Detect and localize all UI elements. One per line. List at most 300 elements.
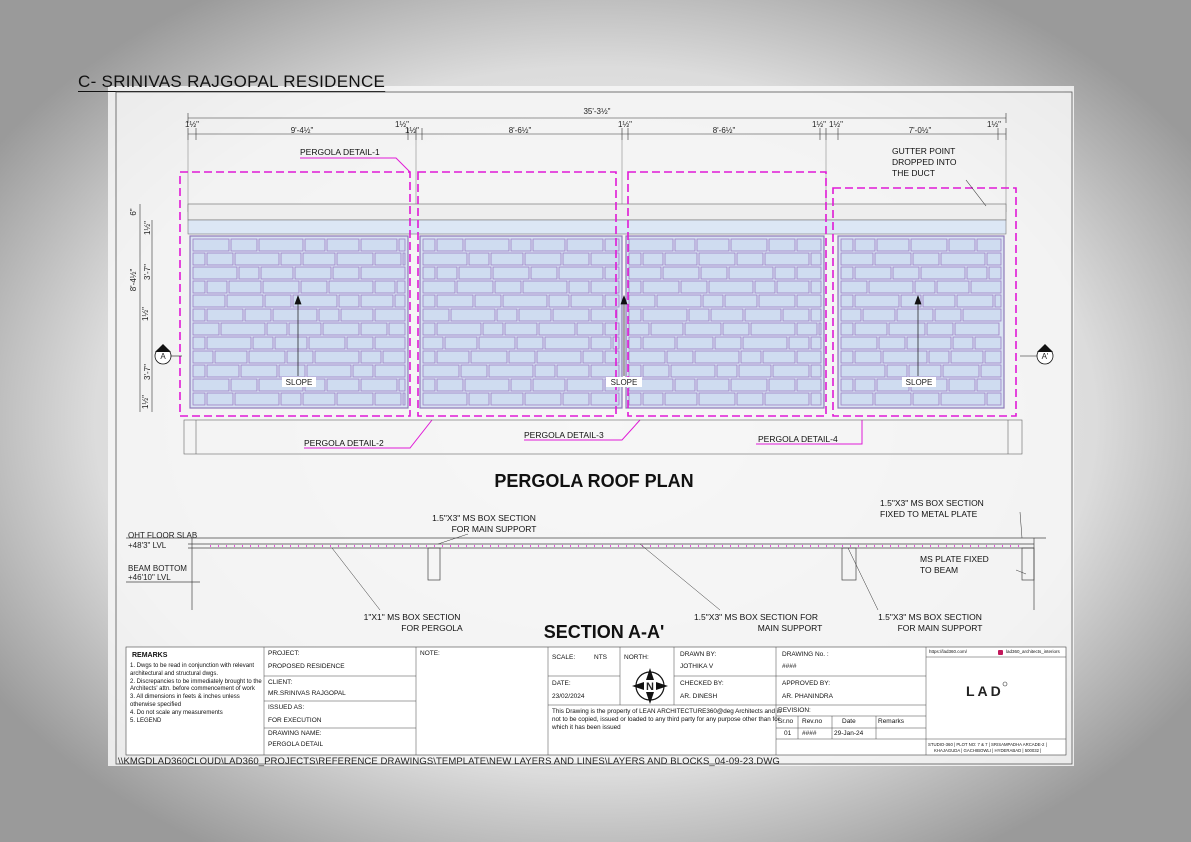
pergola-tile (545, 337, 589, 349)
pergola-tile (855, 295, 899, 307)
pergola-tile (629, 309, 641, 321)
pergola-tile (765, 393, 809, 405)
pergola-tile (591, 253, 619, 265)
north-label: NORTH: (624, 654, 649, 661)
gutter-leader (966, 180, 986, 206)
pergola-tile (329, 281, 373, 293)
pergola-tile (207, 393, 233, 405)
pergola-tile (951, 351, 983, 363)
sheet-title: C- SRINIVAS RAJGOPAL RESIDENCE (78, 72, 386, 91)
pergola-tile (941, 393, 985, 405)
dim-left-2: 1½" (143, 221, 152, 235)
pergola-tile (511, 379, 531, 391)
pergola-tile (263, 281, 299, 293)
pergola-tile (309, 337, 345, 349)
pergola-tile (207, 365, 239, 377)
pergola-tile (511, 239, 531, 251)
pergola-tile (675, 379, 695, 391)
pergola-tile (725, 295, 757, 307)
drawn-by-label: DRAWN BY: (680, 651, 717, 658)
pergola-tile (571, 295, 603, 307)
pergola-tile (955, 323, 999, 335)
note-fixed-plate-2: FIXED TO METAL PLATE (880, 509, 978, 519)
beam-label: BEAM BOTTOM (128, 564, 187, 573)
pergola-tile (629, 267, 661, 279)
dim-top-11: 1½" (987, 120, 1001, 129)
pergola-tile (889, 323, 925, 335)
pergola-tile (375, 253, 401, 265)
client-value: MR.SRINIVAS RAJGOPAL (268, 690, 346, 697)
pergola-tile (897, 309, 933, 321)
approved-by-label: APPROVED BY: (782, 680, 831, 687)
pergola-tile (281, 253, 301, 265)
pergola-tile (235, 393, 279, 405)
pergola-tile (677, 337, 713, 349)
rev-header-srno: Sr.no (778, 718, 794, 725)
pergola-tile (629, 323, 649, 335)
pergola-tile (423, 253, 467, 265)
pergola-tile (591, 365, 619, 377)
pergola-tile (323, 323, 359, 335)
pergola-tile (469, 393, 489, 405)
rev-row-srno: 01 (784, 730, 792, 737)
pergola-tile (869, 281, 913, 293)
oht-lvl: +48'3" LVL (128, 541, 167, 550)
pergola-tile (337, 253, 373, 265)
pergola-tile (327, 379, 359, 391)
pergola-tile (841, 393, 873, 405)
pergola-tile (287, 351, 313, 363)
pergola-tile (231, 239, 257, 251)
pergola-tile (863, 309, 895, 321)
scale-value: NTS (594, 654, 607, 661)
pergola-tile (995, 295, 1001, 307)
dim-left-6: 3'-7" (143, 364, 152, 380)
pergola-tile (811, 393, 821, 405)
pergola-tile (841, 337, 877, 349)
pergola-tile (519, 309, 551, 321)
pergola-tile (709, 281, 753, 293)
pergola-tile (193, 309, 205, 321)
pergola-tile (937, 281, 969, 293)
dim-top-5: 8'-6½" (508, 126, 532, 135)
pergola-tile (549, 295, 569, 307)
pergola-tile (397, 281, 405, 293)
pergola-tile (193, 393, 205, 405)
section-marker-left-label: A (160, 352, 166, 361)
pergola-tile (883, 351, 927, 363)
pergola-tile (797, 267, 821, 279)
pergola-tile (375, 309, 405, 321)
pergola-tile (267, 323, 287, 335)
pergola-tile (605, 323, 619, 335)
pergola-tile (811, 337, 821, 349)
note-main-support-mid-2: MAIN SUPPORT (757, 623, 823, 633)
pergola-tile (731, 379, 767, 391)
pergola-tile (295, 267, 331, 279)
pergola-tile (503, 295, 547, 307)
pergola-tile (301, 281, 327, 293)
pergola-tile (193, 365, 205, 377)
pergola-tile (193, 323, 219, 335)
pergola-tile (245, 309, 271, 321)
pergola-tile (193, 295, 225, 307)
pergola-tile (375, 393, 401, 405)
pergola-tile (783, 309, 809, 321)
remark-item: 3. All dimensions in feets & inches unless otherwise specified (130, 694, 240, 708)
dim-left-1: 6" (129, 208, 138, 216)
pergola-tile (437, 239, 463, 251)
pergola-tile (819, 323, 821, 335)
file-path: \\KMGDLAD360CLOUD\LAD360_PROJECTS\REFERENCE DRAWINGS\TEMPLATE\NEW LAYERS AND LINES\LAYERS AND BLOCKS_04-09-23.DWG (118, 756, 780, 767)
pergola-tile (361, 267, 405, 279)
dim-top-6: 1½" (618, 120, 632, 129)
rev-row-date: 29-Jan-24 (834, 730, 864, 737)
pergola-tile (841, 323, 853, 335)
pergola-tile (629, 351, 665, 363)
pergola-tile (629, 393, 641, 405)
dim-top-3: 1½" (395, 120, 409, 129)
callout-pergola-detail-4: PERGOLA DETAIL-4 (758, 434, 838, 444)
pergola-tile (423, 267, 435, 279)
pergola-tile (953, 337, 973, 349)
pergola-tile (605, 295, 619, 307)
pergola-tile (403, 393, 405, 405)
pergola-tile (643, 309, 687, 321)
project-label: PROJECT: (268, 650, 300, 657)
pergola-tile (887, 365, 907, 377)
dim-top-1: 1½" (185, 120, 199, 129)
slope-label-3: SLOPE (905, 378, 933, 387)
pergola-tile (605, 267, 619, 279)
pergola-tile (855, 323, 887, 335)
section-drawing (126, 538, 1046, 610)
pergola-tile (437, 295, 473, 307)
pergola-tile (193, 253, 205, 265)
pergola-tile (279, 365, 305, 377)
pergola-tile (193, 379, 229, 391)
pergola-tile (259, 239, 303, 251)
checked-by-value: AR. DINESH (680, 693, 718, 700)
pergola-tile (495, 281, 521, 293)
note-ms-plate-2: TO BEAM (920, 565, 959, 575)
remarks-list (130, 663, 262, 725)
pergola-tile (239, 267, 259, 279)
section-marker-left (155, 344, 182, 364)
pergola-tile (629, 253, 641, 265)
pergola-tile (423, 379, 435, 391)
pergola-tile (333, 267, 359, 279)
pergola-tile (249, 351, 285, 363)
remark-item: 2. Discrepancies to be immediately brought to the Architects' attn. before commencement of work (130, 678, 262, 693)
pergola-tile (911, 239, 947, 251)
pergola-tile (929, 351, 949, 363)
pergola-tile (605, 239, 619, 251)
pergola-tile (353, 365, 373, 377)
pergola-tile (559, 267, 603, 279)
overall-dim-text: 35'-3½" (583, 107, 611, 116)
pergola-tile (533, 239, 565, 251)
pergola-tile (643, 337, 675, 349)
note-pergola-2: FOR PERGOLA (401, 623, 463, 633)
callout-pergola-detail-3: PERGOLA DETAIL-3 (524, 430, 604, 440)
pergola-tile (569, 281, 589, 293)
drawing-no-label: DRAWING No. : (782, 651, 829, 658)
pergola-tile (489, 365, 533, 377)
pergola-tile (315, 351, 359, 363)
pergola-tile (389, 323, 405, 335)
pergola-tile (987, 253, 1001, 265)
pergola-tile (629, 281, 641, 293)
pergola-tile (949, 379, 975, 391)
pergola-tile (361, 239, 397, 251)
pergola-tile (657, 295, 701, 307)
pergola-tile (207, 337, 251, 349)
pergola-tile (539, 323, 575, 335)
callout-pergola-detail-2: PERGOLA DETAIL-2 (304, 438, 384, 448)
pergola-tile (423, 365, 459, 377)
pergola-tile (671, 365, 715, 377)
pergola-tile (457, 281, 493, 293)
pergola-tile (971, 281, 1001, 293)
pergola-tile (533, 379, 565, 391)
pergola-tile (699, 253, 735, 265)
pergola-tile (703, 295, 723, 307)
pergola-tile (875, 393, 911, 405)
pergola-tile (361, 379, 397, 391)
pergola-tile (193, 267, 237, 279)
oht-label: OHT FLOOR SLAB (128, 531, 198, 540)
pergola-tile (395, 295, 405, 307)
pergola-tile (935, 309, 961, 321)
dim-left-5: 1½" (141, 307, 150, 321)
rev-row-revno: #### (802, 730, 817, 737)
note-label: NOTE: (420, 650, 440, 657)
pergola-tile (663, 267, 699, 279)
pergola-tile (697, 379, 729, 391)
pergola-tile (699, 393, 735, 405)
pergola-tile (491, 393, 523, 405)
pergola-tile (281, 393, 301, 405)
pergola-tile (437, 267, 457, 279)
pergola-tile (423, 351, 435, 363)
pergola-tile (789, 337, 809, 349)
pergola-tile (675, 239, 695, 251)
website-link[interactable]: https://lad360.com/ (929, 649, 968, 654)
dim-top-8: 1½" (812, 120, 826, 129)
dim-top-9: 1½" (829, 120, 843, 129)
pergola-tile (841, 281, 867, 293)
pergola-tile (773, 365, 809, 377)
section-marker-right-label: A' (1041, 352, 1049, 361)
property-note: This Drawing is the property of LEAN ARCHITECTURE360@deg Architects and is not to be copied, issued or loaded to any third party for any purpose other than for which it has been issued (552, 708, 782, 732)
north-letter: N (646, 681, 654, 693)
pergola-tile (763, 351, 795, 363)
pergola-tile (797, 323, 817, 335)
pergola-tile (423, 281, 455, 293)
pergola-tile (759, 295, 795, 307)
pergola-tile (989, 267, 1001, 279)
pergola-tile (423, 393, 467, 405)
pergola-tile (399, 379, 405, 391)
note-main-support-mid-1: 1.5"X3" MS BOX SECTION FOR (693, 612, 819, 622)
pergola-tile (221, 323, 265, 335)
pergola-tile (591, 309, 617, 321)
pergola-tile (361, 351, 381, 363)
pergola-tile (963, 309, 1001, 321)
pergola-tile (737, 253, 763, 265)
pergola-tile (423, 309, 449, 321)
rev-header-revno: Rev.no (802, 718, 823, 725)
remark-item: 5. LEGEND (130, 717, 162, 724)
pergola-tile (475, 295, 501, 307)
pergola-tile (629, 295, 655, 307)
pergola-tile (537, 351, 581, 363)
pergola-tile (665, 393, 697, 405)
pergola-tile (465, 239, 509, 251)
pergola-tile (577, 323, 603, 335)
callout-pergola-detail-1: PERGOLA DETAIL-1 (300, 147, 380, 157)
pergola-tile (841, 365, 885, 377)
remark-item: 4. Do not scale any measurements (130, 709, 223, 716)
pergola-tile (943, 365, 979, 377)
pergola-tile (841, 267, 853, 279)
rev-header-remarks: Remarks (878, 718, 905, 725)
pergola-tile (493, 267, 529, 279)
pergola-tile (775, 267, 795, 279)
project-value: PROPOSED RESIDENCE (268, 663, 345, 670)
pergola-tile (769, 239, 795, 251)
pergola-tile (643, 393, 663, 405)
pergola-tile (923, 295, 955, 307)
checked-by-label: CHECKED BY: (680, 680, 724, 687)
callout-gutter-1: GUTTER POINT (892, 146, 956, 156)
pergola-tile (877, 239, 909, 251)
pergola-tile (591, 337, 611, 349)
dim-left-3: 8'-4½" (129, 268, 138, 292)
pergola-tile (841, 309, 861, 321)
pergola-tile (755, 281, 775, 293)
address-line-1: STUDIO-360 | PLOT NO: 7 & 7 | SRISAMPADHA ARCADE-2 | (928, 742, 1047, 747)
pergola-tile (383, 351, 405, 363)
pergola-tile (927, 323, 953, 335)
pergola-tile (841, 379, 853, 391)
pergola-tile (743, 337, 787, 349)
pergola-tile (557, 365, 589, 377)
pergola-tile (811, 253, 821, 265)
pergola-tile (451, 309, 495, 321)
pergola-tile (629, 365, 641, 377)
instagram-handle[interactable]: lad360_architects_interiors (1006, 649, 1060, 654)
pergola-tile (361, 323, 387, 335)
pergola-tile (875, 253, 911, 265)
pergola-tile (977, 239, 1001, 251)
date-value: 23/02/2024 (552, 693, 585, 700)
pergola-tile (483, 323, 503, 335)
issued-label: ISSUED AS: (268, 704, 305, 711)
pergola-tile (921, 267, 965, 279)
pergola-tile (907, 337, 951, 349)
pergola-tile (525, 253, 561, 265)
pergola-tile (909, 365, 941, 377)
pergola-tile (207, 281, 227, 293)
pergola-tile (469, 253, 489, 265)
pergola-tile (643, 253, 663, 265)
pergola-tile (375, 337, 405, 349)
pergola-tile (987, 393, 1001, 405)
pergola-tile (915, 281, 935, 293)
pergola-tile (977, 379, 1001, 391)
pergola-tile (701, 267, 727, 279)
pergola-tile (289, 323, 321, 335)
beam-lvl: +46'10" LVL (128, 573, 171, 582)
callout-gutter-3: THE DUCT (892, 168, 935, 178)
pergola-tile (361, 295, 393, 307)
drawing-name-value: PERGOLA DETAIL (268, 741, 324, 748)
pergola-tile (423, 323, 435, 335)
pergola-tile (497, 309, 517, 321)
pergola-tile (227, 295, 263, 307)
pergola-tile (949, 239, 975, 251)
pergola-tile (685, 323, 721, 335)
pergola-tile (303, 393, 335, 405)
pergola-tile (319, 309, 339, 321)
pergola-tile (893, 267, 919, 279)
pergola-tile (505, 323, 537, 335)
pergola-tile (207, 253, 233, 265)
pergola-tile (229, 281, 261, 293)
pergola-tile (265, 295, 291, 307)
pergola-tile (879, 337, 905, 349)
address-line-2: KHAJAGUDA | GACHIBOWLI | HYDERABAD | 500032 | (934, 748, 1042, 753)
pergola-tile (797, 351, 821, 363)
pergola-tile (193, 239, 229, 251)
drawn-by-value: JOTHIKA V (680, 663, 714, 670)
slope-label-2: SLOPE (610, 378, 638, 387)
pergola-tile (567, 239, 603, 251)
pergola-tile (563, 253, 589, 265)
pergola-tile (689, 309, 709, 321)
pergola-tile (307, 365, 351, 377)
client-label: CLIENT: (268, 679, 293, 686)
pergola-tile (461, 365, 487, 377)
pergola-tile (769, 379, 795, 391)
pergola-tile (695, 351, 739, 363)
pergola-tile (981, 365, 1001, 377)
pergola-tile (437, 379, 463, 391)
note-pergola-1: 1"X1" MS BOX SECTION (363, 612, 461, 622)
pergola-tile (491, 253, 523, 265)
revision-label: REVISION: (778, 707, 811, 714)
dim-top-10: 7'-0½" (908, 126, 932, 135)
pergola-tile (563, 393, 589, 405)
pergola-tile (967, 267, 987, 279)
pergola-tile (797, 295, 821, 307)
remark-item: 1. Dwgs to be read in conjunction with relevant architectural and structural dwgs. (130, 663, 255, 677)
pergola-tile (337, 393, 373, 405)
pergola-tile (841, 295, 853, 307)
pergola-tile (665, 253, 697, 265)
pergola-tile (525, 393, 561, 405)
pergola-tile (305, 239, 325, 251)
pergola-tile (341, 309, 373, 321)
scale-label: SCALE: (552, 654, 576, 661)
pergola-tile (535, 365, 555, 377)
pergola-tile (941, 253, 985, 265)
pergola-tile (765, 253, 809, 265)
pergola-tile (553, 309, 589, 321)
note-main-support-right-1: 1.5"X3" MS BOX SECTION (878, 612, 982, 622)
